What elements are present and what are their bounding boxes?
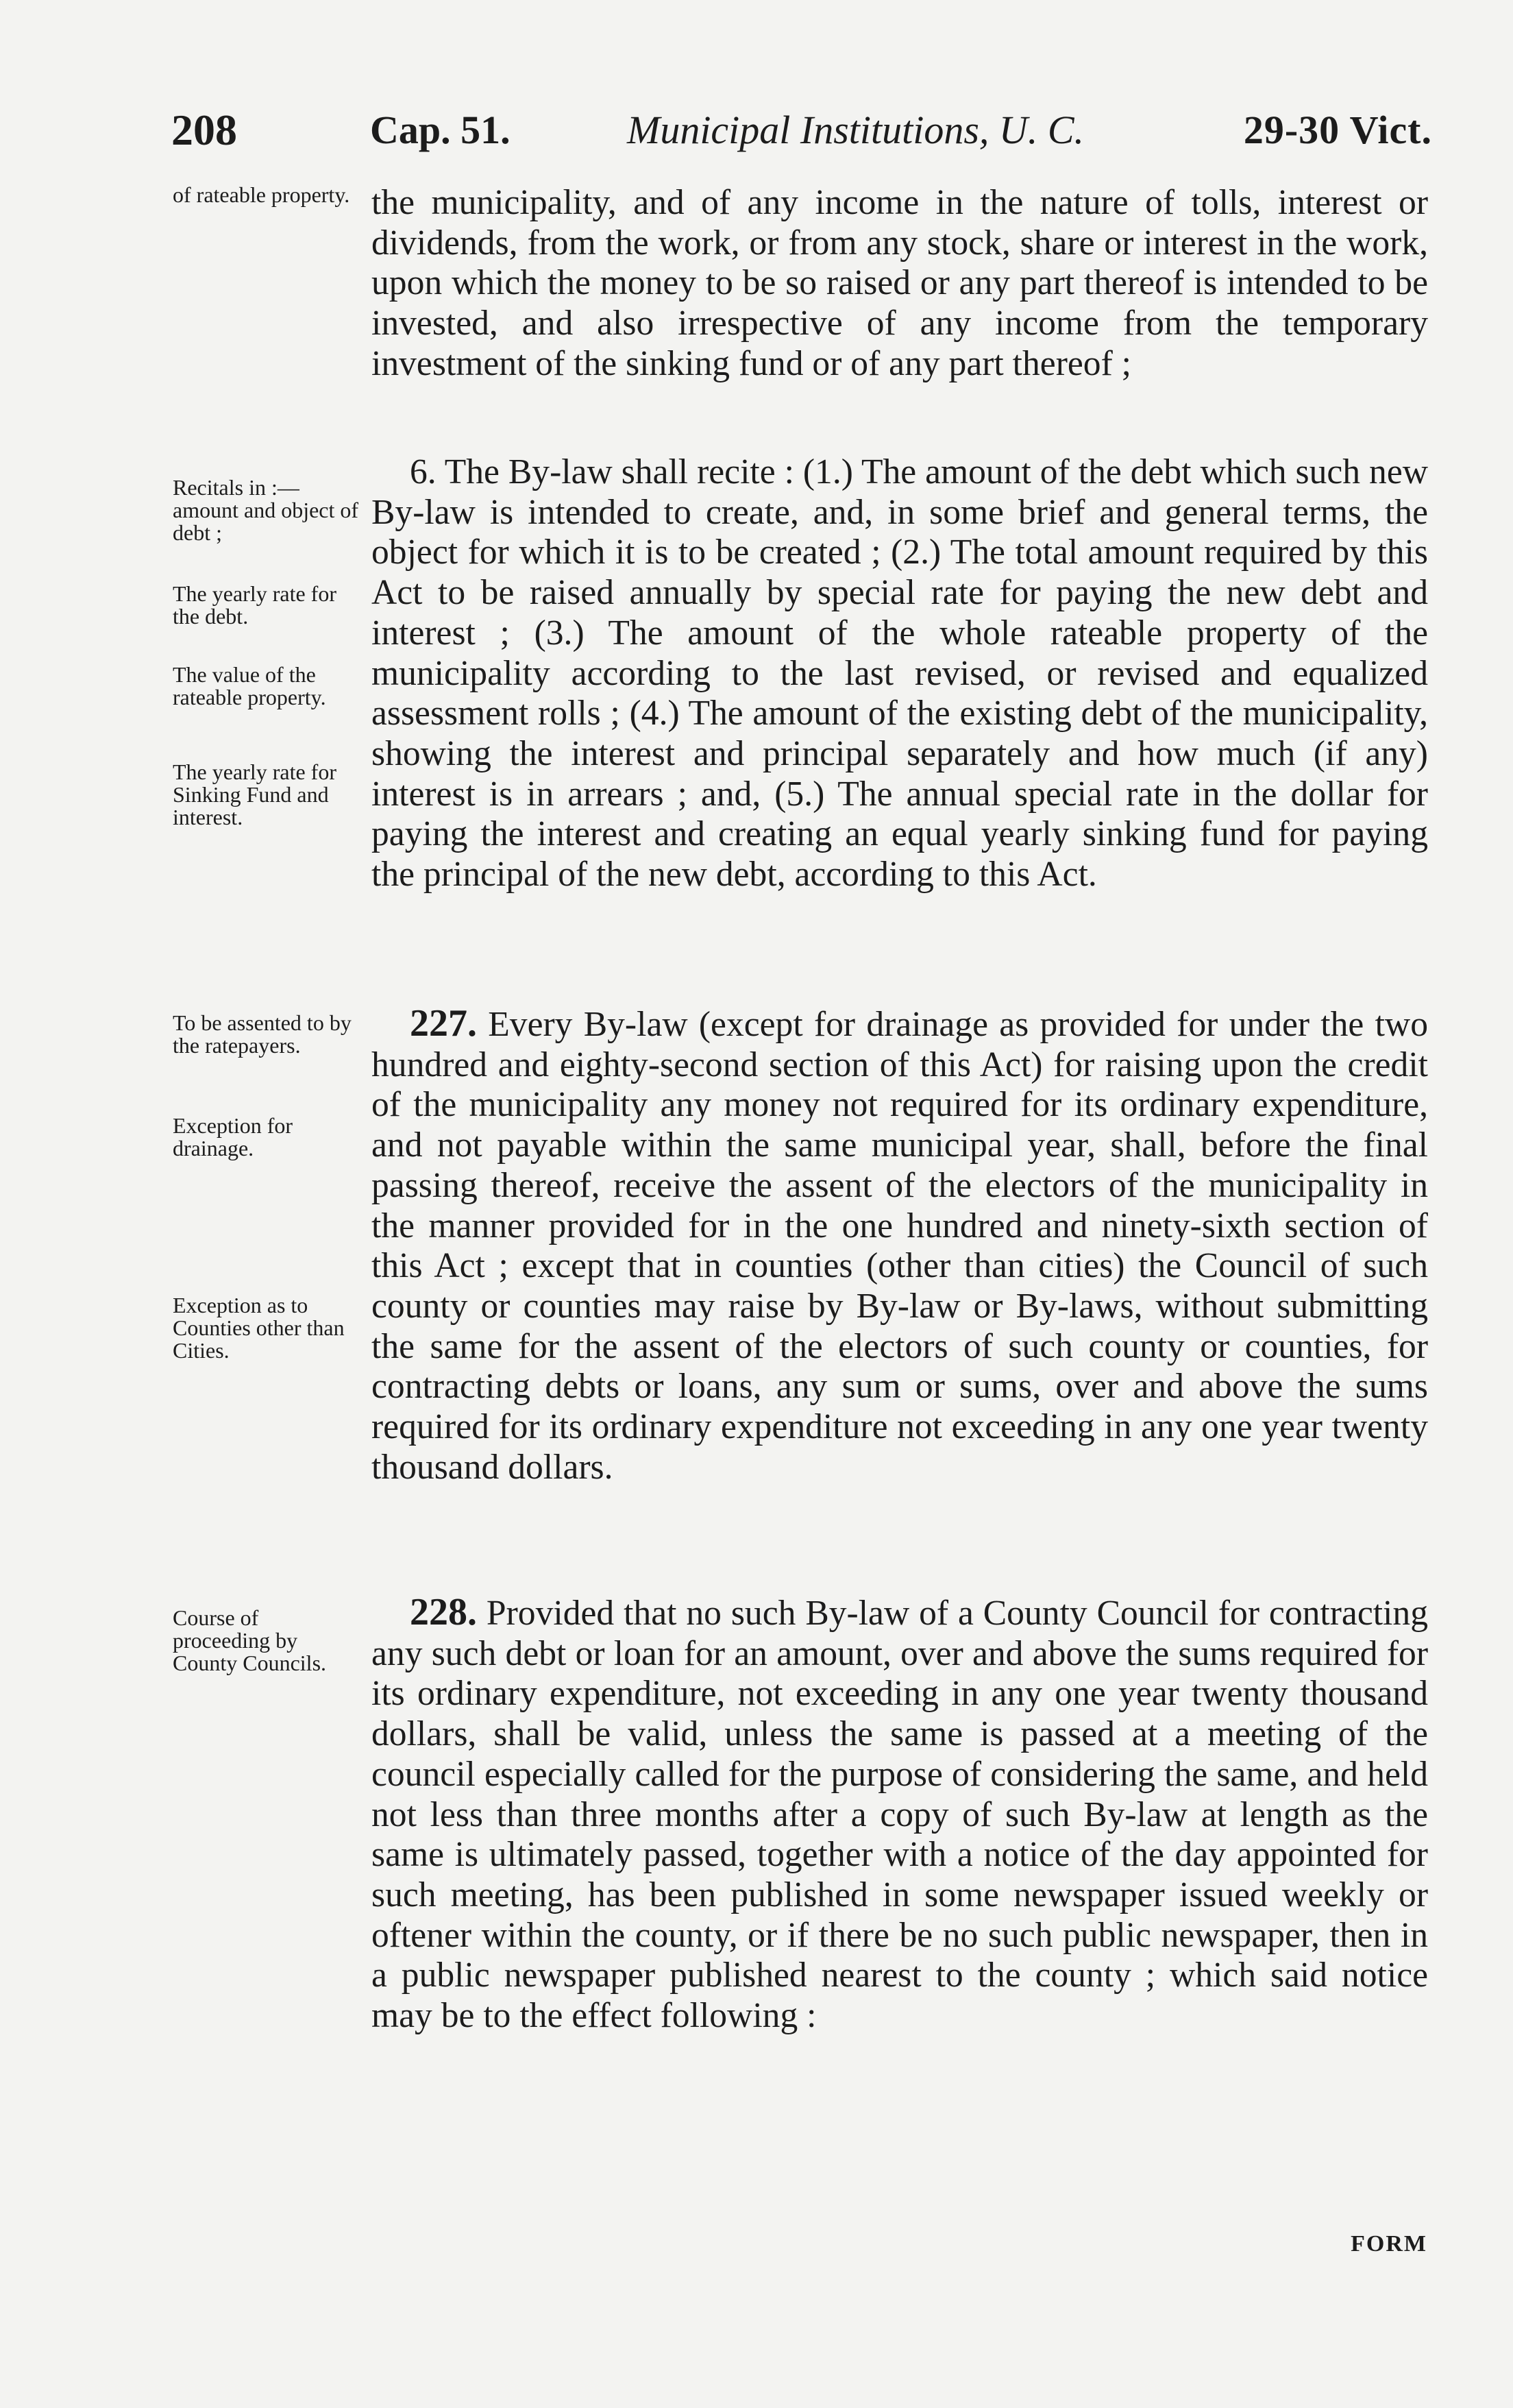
chapter-label: Cap. 51. xyxy=(370,108,511,152)
section-228: 228. Provided that no such By-law of a County Council for contracting any such debt or loan for an amount, over and above the sums required for its ordinary expenditure, not exceeding in any one year twenty thousand dollars, shall be valid, unless the same is passed at a meeting of the council especially called for the purpose of considering the same, and held not less than three months after a copy of such By-law at length as the same is ultimately passed, together with a notice of the day appointed for such meeting, has been published in some newspaper issued weekly or oftener within the county, or if there be no such public newspaper, then in a public newspaper published nearest to the county ; which said notice may be to the effect following : xyxy=(371,1591,1428,2036)
section-number: 227. xyxy=(410,1002,477,1045)
side-note: To be assented to by the ratepayers. xyxy=(173,1010,352,1058)
paragraph-continuation: the municipality, and of any income in the nature of tolls, interest or dividends, from the work, or from any stock, share or interest in the work, upon which the money to be so raised or any part thereof is intended to be invested, and also irrespective of any income from the temporary investment of the sinking fund or of any part thereof ; xyxy=(371,183,1428,383)
side-note: of rateable property. xyxy=(173,182,350,207)
session-label: 29-30 Vict. xyxy=(1243,108,1432,152)
page-number: 208 xyxy=(171,106,237,154)
section-number: 228. xyxy=(410,1591,477,1633)
running-title: Municipal Institutions, U. C. xyxy=(627,108,1084,152)
side-note: Exception as to Counties other than Cities. xyxy=(173,1293,345,1363)
running-header xyxy=(171,103,1432,158)
paragraph-recitals: 6. The By-law shall recite : (1.) The amount of the debt which such new By-law is intended to create, and, in some brief and general terms, the object for which it is to be created ; (2.) The total amount required by this Act to be raised annually by special rate for paying the new debt and interest ; (3.) The amount of the whole rateable property of the municipality according to the last revised, or revised and equalized assessment rolls ; (4.) The amount of the existing debt of the municipality, showing the interest and principal separately and how much (if any) interest is in arrears ; and, (5.) The annual special rate in the dollar for paying the interest and creating an equal yearly sinking fund for paying the principal of the new debt, according to this Act. xyxy=(371,452,1428,895)
section-227: 227. Every By-law (except for drainage as provided for under the two hundred and eighty-second section of this Act) for raising upon the credit of the municipality any money not required for its ordinary expenditure, and not payable within the same municipal year, shall, before the final passing thereof, receive the assent of the electors of the municipality in the manner provided for in the one hundred and ninety-sixth section of this Act ; except that in counties (other than cities) the Council of such county or counties may raise by By-law or By-laws, without submitting the same for the assent of the electors of such county or counties, for contracting debts or loans, any sum or sums, over and above the sums required for its ordinary expenditure not exceeding in any one year twenty thousand dollars. xyxy=(371,1002,1428,1487)
catchword: FORM xyxy=(1351,2231,1427,2257)
side-note: The yearly rate for the debt. xyxy=(173,581,336,629)
side-note: Course of proceeding by County Councils. xyxy=(173,1605,327,1675)
side-note: The yearly rate for Sinking Fund and interest. xyxy=(173,759,336,829)
side-note: Exception for drainage. xyxy=(173,1113,293,1160)
side-note: Recitals in :— amount and object of debt ; xyxy=(173,475,359,545)
side-note: The value of the rateable property. xyxy=(173,662,326,709)
